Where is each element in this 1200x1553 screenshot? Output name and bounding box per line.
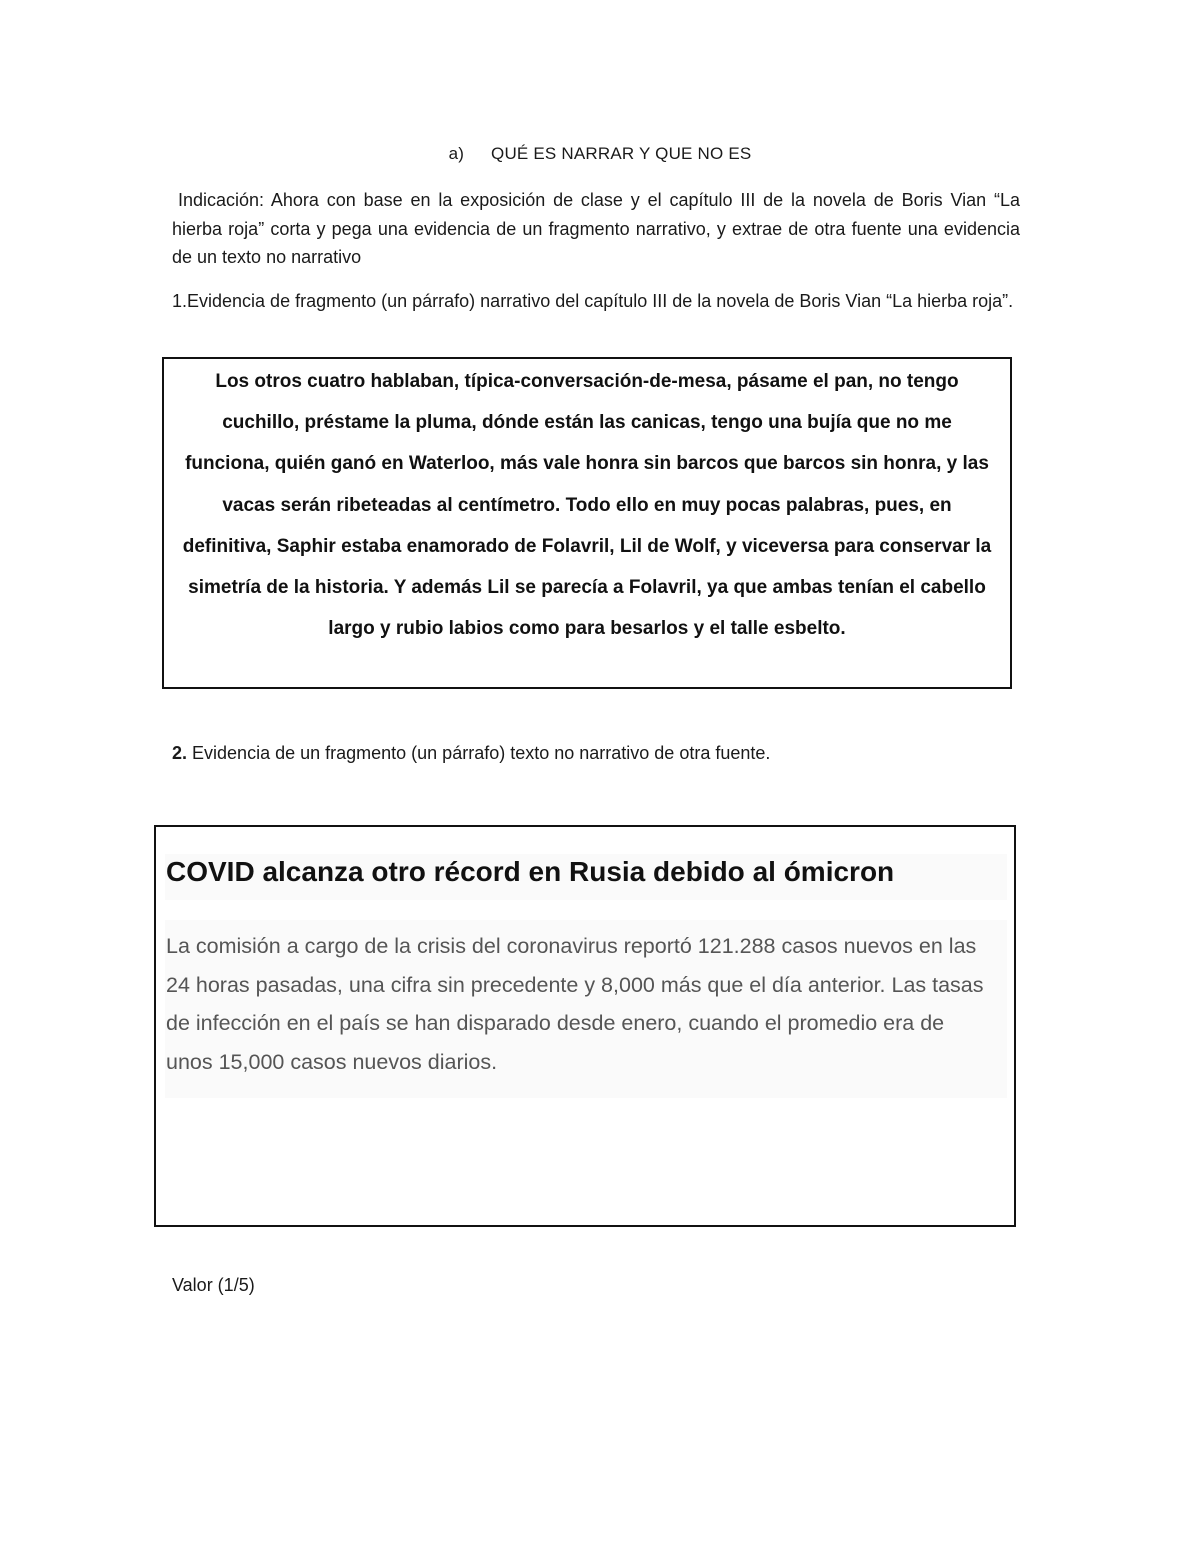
non-narrative-fragment-box xyxy=(154,825,1016,1227)
evidence-2-number: 2. xyxy=(172,743,188,763)
evidence-2-text: Evidencia de un fragmento (un párrafo) texto no narrativo de otra fuente. xyxy=(192,743,771,763)
instruction-paragraph: Indicación: Ahora con base en la exposición de clase y el capítulo III de la novela de Boris Vian “La hierba roja” corta y pega una evidencia de un fragmento narrativo, y extrae de otra fuente una evidencia de un texto no narrativo xyxy=(172,190,1020,267)
evidence-2-label xyxy=(172,740,1020,766)
narrative-fragment-box xyxy=(162,357,1012,689)
news-headline: COVID alcanza otro récord en Rusia debido al ómicron xyxy=(166,856,895,887)
section-heading xyxy=(0,144,1200,164)
section-marker: a) xyxy=(448,144,465,163)
news-body-text: La comisión a cargo de la crisis del coronavirus reportó 121.288 casos nuevos en las 24 horas pasadas, una cifra sin precedente y 8,000 más que el día anterior. Las tasas de infección en el país se han disparado desde enero, cuando el promedio era de unos 15,000 casos nuevos diarios. xyxy=(166,934,984,1074)
score-value: Valor (1/5) xyxy=(172,1275,255,1295)
narrative-fragment-text: Los otros cuatro hablaban, típica-conversación-de-mesa, pásame el pan, no tengo cuchillo, préstame la pluma, dónde están las canicas, tengo una bujía que no me funciona, quién ganó en Waterloo, más vale honra sin barcos que barcos sin honra, y las vacas serán ribeteadas al centímetro. Todo ello en muy pocas palabras, pues, en definitiva, Saphir estaba enamorado de Folavril, Lil de Wolf, y viceversa para conservar la simetría de la historia. Y además Lil se parecía a Folavril, ya que ambas tenían el cabello largo y rubio labios como para besarlos y el talle esbelto. xyxy=(182,371,992,640)
section-title: QUÉ ES NARRAR Y QUE NO ES xyxy=(491,144,752,163)
evidence-1-label: 1.Evidencia de fragmento (un párrafo) narrativo del capítulo III de la novela de Boris Vian “La hierba roja”. xyxy=(172,291,1014,311)
